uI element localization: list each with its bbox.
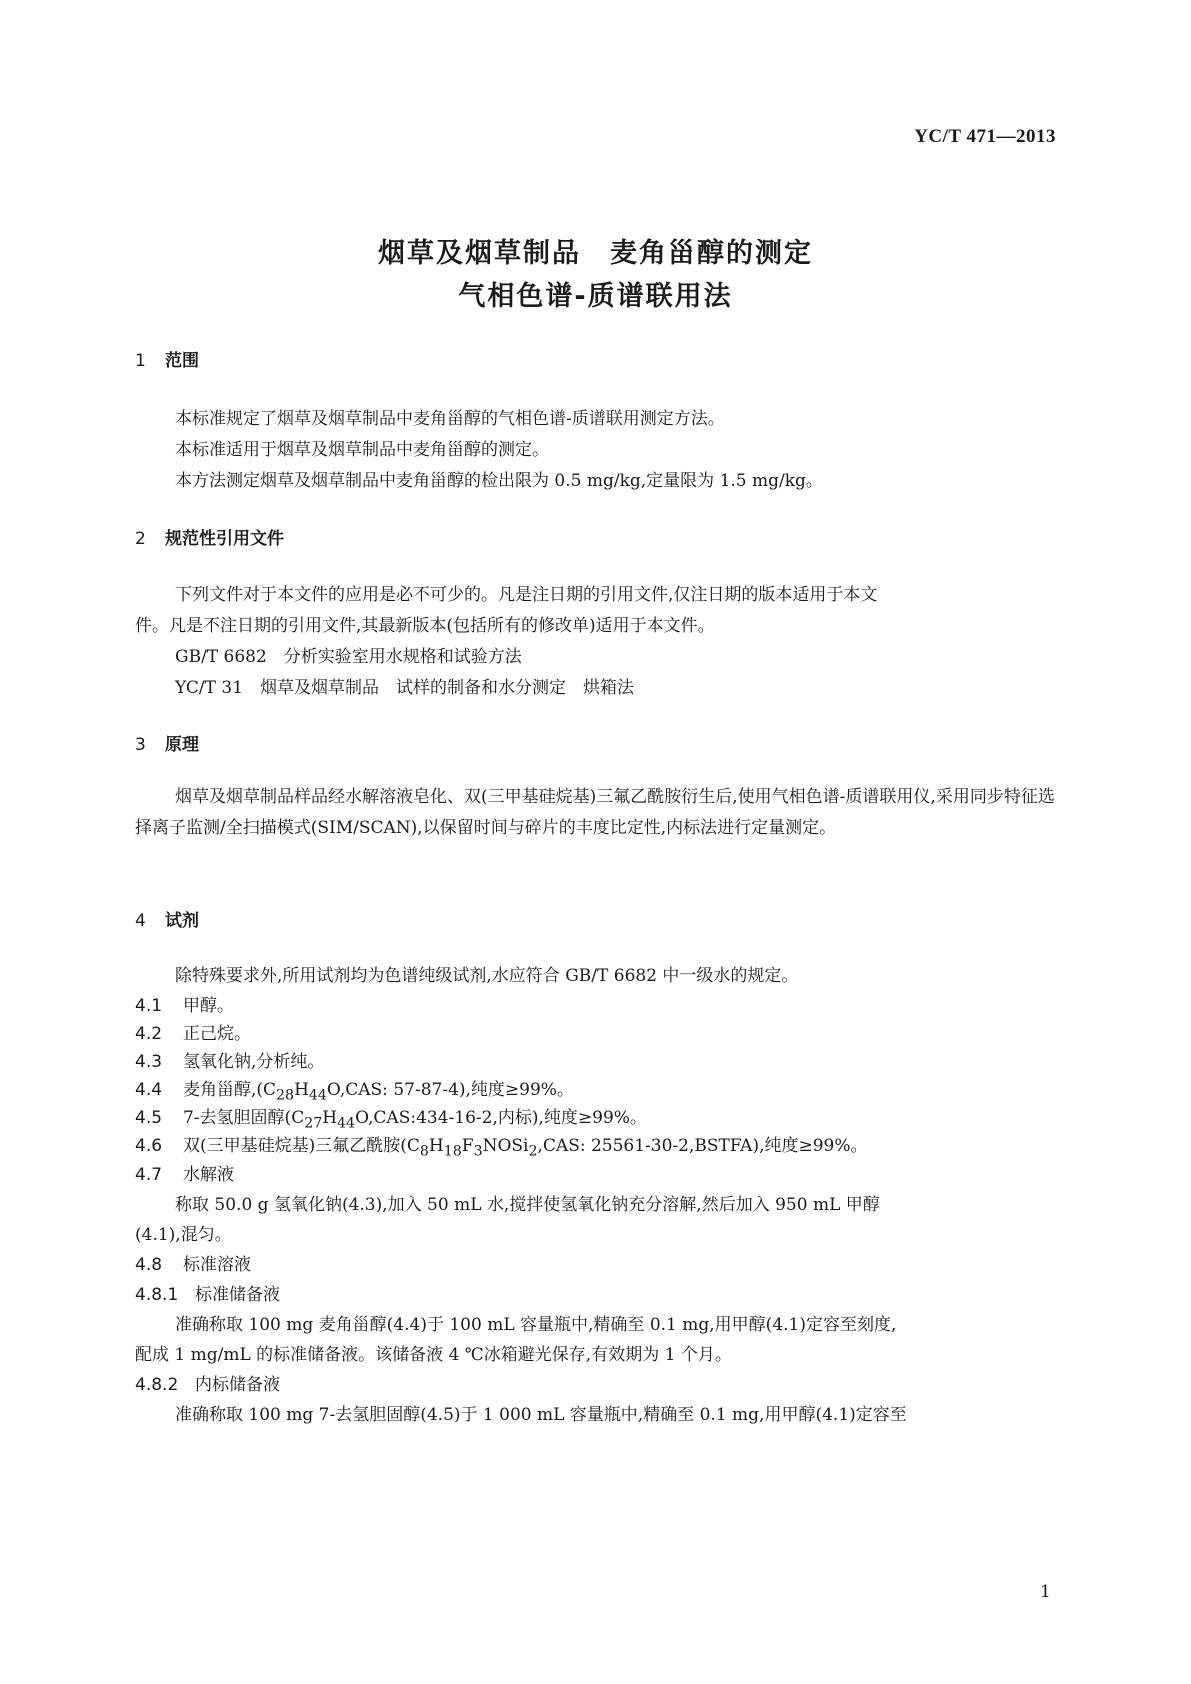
- reference-item: GB/T 6682 分析实验室用水规格和试验方法: [175, 647, 522, 667]
- item-number: 4.2: [135, 1024, 163, 1044]
- document-title: 烟草及烟草制品 麦角甾醇的测定: [378, 238, 813, 269]
- item-number: 4.4: [135, 1080, 163, 1100]
- section-number: 4: [135, 911, 146, 931]
- list-item: [135, 1047, 324, 1072]
- section-title: 试剂: [165, 911, 199, 931]
- item-text: 标准储备液: [195, 1285, 280, 1305]
- item-number: 4.5: [135, 1108, 163, 1128]
- paragraph: 本方法测定烟草及烟草制品中麦角甾醇的检出限为 0.5 mg/kg,定量限为 1.5 mg/kg。: [175, 471, 823, 491]
- section-number: 2: [135, 529, 146, 549]
- section-title: 规范性引用文件: [165, 529, 284, 549]
- paragraph: 本标准规定了烟草及烟草制品中麦角甾醇的气相色谱-质谱联用测定方法。: [175, 409, 725, 429]
- item-text: 7-去氢胆固醇($C_{27}H_{44}O,CAS:434-16-2$,内标),纯度≥99%。: [183, 1108, 647, 1132]
- section-heading-principle: [135, 730, 199, 755]
- item-number: 4.7: [135, 1165, 163, 1185]
- item-text: 水解液: [183, 1165, 234, 1185]
- paragraph: 准确称取 100 mg 麦角甾醇(4.4)于 100 mL 容量瓶中,精确至 0.1 mg,用甲醇(4.1)定容至刻度,: [175, 1315, 897, 1335]
- item-text: 双(三甲基硅烷基)三氟乙酰胺($C_8H_{18}F_3NOSi_2,CAS$: 25561-30-2,BSTFA),纯度≥99%。: [183, 1136, 868, 1160]
- paragraph: 称取 50.0 g 氢氧化钠(4.3),加入 50 mL 水,搅拌使氢氧化钠充分溶解,然后加入 950 mL 甲醇: [175, 1195, 880, 1215]
- item-text: 氢氧化钠,分析纯。: [183, 1052, 325, 1072]
- section-title: 范围: [165, 351, 199, 371]
- item-number: 4.3: [135, 1052, 163, 1072]
- paragraph: 除特殊要求外,所用试剂均为色谱纯级试剂,水应符合 GB/T 6682 中一级水的规定。: [175, 966, 799, 986]
- document-subtitle: 气相色谱-质谱联用法: [458, 281, 733, 312]
- standard-code: YC/T 471—2013: [914, 126, 1056, 147]
- item-number: 4.8.1: [135, 1285, 179, 1305]
- item-text: 正己烷。: [183, 1024, 251, 1044]
- item-number: 4.1: [135, 996, 163, 1016]
- list-item: [135, 1131, 868, 1159]
- paragraph: 件。凡是不注日期的引用文件,其最新版本(包括所有的修改单)适用于本文件。: [135, 616, 715, 636]
- item-text: 甲醇。: [183, 996, 234, 1016]
- section-number: 1: [135, 351, 146, 371]
- list-item: [135, 1370, 280, 1395]
- section-heading-scope: [135, 346, 199, 371]
- paragraph: 准确称取 100 mg 7-去氢胆固醇(4.5)于 1 000 mL 容量瓶中,精确至 0.1 mg,用甲醇(4.1)定容至: [175, 1405, 907, 1425]
- item-number: 4.8: [135, 1255, 163, 1275]
- item-text: 标准溶液: [183, 1255, 251, 1275]
- section-heading-reagents: [135, 906, 199, 931]
- item-number: 4.6: [135, 1136, 163, 1156]
- list-item: [135, 1160, 234, 1185]
- list-item: [135, 1103, 647, 1131]
- item-text: 麦角甾醇$,(C_{28}H_{44}O,CAS$: 57-87-4),纯度≥99%。: [183, 1080, 574, 1104]
- paragraph: 烟草及烟草制品样品经水解溶液皂化、双(三甲基硅烷基)三氟乙酰胺衍生后,使用气相色谱-质谱联用仪,采用同步特征选择离子监测/全扫描模式(SIM/SCAN),以保留时间与碎片的丰度比定性,内标法进行定量测定。: [135, 787, 1055, 838]
- section-heading-normative-references: [135, 524, 284, 549]
- paragraph: 下列文件对于本文件的应用是必不可少的。凡是注日期的引用文件,仅注日期的版本适用于本文: [175, 585, 878, 605]
- reference-item: YC/T 31 烟草及烟草制品 试样的制备和水分测定 烘箱法: [175, 678, 635, 698]
- list-item: [135, 1019, 251, 1044]
- list-item: [135, 1250, 251, 1275]
- paragraph: 本标准适用于烟草及烟草制品中麦角甾醇的测定。: [175, 440, 549, 460]
- paragraph: (4.1),混匀。: [135, 1225, 232, 1245]
- list-item: [135, 1075, 574, 1103]
- section-title: 原理: [165, 735, 199, 755]
- item-number: 4.8.2: [135, 1375, 179, 1395]
- list-item: [135, 991, 234, 1016]
- item-text: 内标储备液: [195, 1375, 280, 1395]
- paragraph: 配成 1 mg/mL 的标准储备液。该储备液 4 ℃冰箱避光保存,有效期为 1 个月。: [135, 1345, 732, 1365]
- section-number: 3: [135, 735, 146, 755]
- list-item: [135, 1280, 280, 1305]
- page-number: 1: [1040, 1582, 1051, 1602]
